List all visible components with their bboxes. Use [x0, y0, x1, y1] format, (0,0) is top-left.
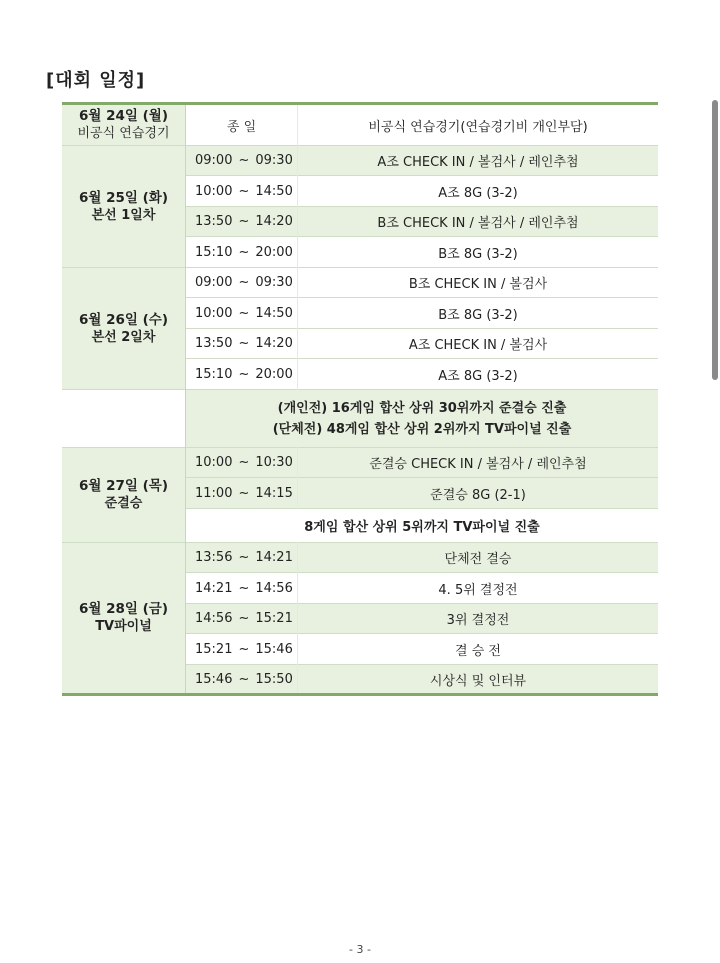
event-cell: 4. 5위 결정전: [298, 573, 659, 604]
date-label: 6월 26일 (수): [78, 311, 169, 328]
event-cell: 준결승 CHECK IN / 볼검사 / 레인추첨: [298, 448, 659, 478]
table-row: [62, 543, 658, 573]
date-cell: [62, 543, 186, 695]
time-cell: 13:56 ~ 14:21: [186, 543, 298, 573]
time-cell: 10:00 ~ 10:30: [186, 448, 298, 478]
date-cell: [62, 146, 186, 268]
time-cell: 10:00 ~ 14:50: [186, 176, 298, 207]
time-cell: 15:21 ~ 15:46: [186, 634, 298, 665]
qualification-note: [186, 390, 659, 448]
day-label: 비공식 연습경기: [77, 126, 170, 141]
section-heading: [대회 일정]: [46, 70, 146, 91]
event-cell: 3위 결정전: [298, 604, 659, 634]
date-cell: [62, 268, 186, 390]
page-number: - 3 -: [349, 943, 371, 956]
time-cell: 13:50 ~ 14:20: [186, 329, 298, 359]
day-label: 본선 1일차: [91, 207, 156, 223]
day-label: 본선 2일차: [91, 329, 156, 345]
time-cell: 10:00 ~ 14:50: [186, 298, 298, 329]
event-cell: B조 CHECK IN / 볼검사: [298, 268, 659, 298]
time-cell: 15:10 ~ 20:00: [186, 359, 298, 390]
scrollbar-thumb[interactable]: [712, 100, 718, 380]
time-cell: 13:50 ~ 14:20: [186, 207, 298, 237]
event-cell: A조 CHECK IN / 볼검사 / 레인추첨: [298, 146, 659, 176]
table-row: [62, 146, 658, 176]
table-row: [62, 104, 658, 146]
scrollbar[interactable]: [710, 0, 720, 963]
event-cell: 결 승 전: [298, 634, 659, 665]
date-label: 6월 28일 (금): [78, 601, 169, 617]
event-cell: 비공식 연습경기(연습경기비 개인부담): [368, 119, 588, 135]
date-label: 6월 24일 (월): [78, 108, 169, 124]
day-label: 준결승: [104, 496, 143, 511]
note-line: 8게임 합산 상위 5위까지 TV파이널 진출: [304, 520, 540, 535]
table-row: [62, 448, 658, 478]
time-cell: 15:46 ~ 15:50: [186, 665, 298, 695]
time-cell: 15:10 ~ 20:00: [186, 237, 298, 268]
event-cell: B조 8G (3-2): [298, 298, 659, 329]
event-cell: B조 8G (3-2): [298, 237, 659, 268]
date-cell: [62, 104, 186, 146]
event-cell: 준결승 8G (2-1): [298, 478, 659, 509]
date-label: 6월 27일 (목): [78, 478, 169, 494]
table-row: [62, 390, 658, 448]
event-cell: A조 8G (3-2): [298, 359, 659, 390]
schedule-table: [62, 102, 658, 696]
day-label: TV파이널: [95, 619, 152, 634]
event-cell: 단체전 결승: [298, 543, 659, 573]
event-cell: B조 CHECK IN / 볼검사 / 레인추첨: [298, 207, 659, 237]
event-cell: A조 CHECK IN / 볼검사: [298, 329, 659, 359]
date-label: 6월 25일 (화): [78, 189, 169, 206]
time-cell: 11:00 ~ 14:15: [186, 478, 298, 509]
event-cell: A조 8G (3-2): [298, 176, 659, 207]
note-line: (개인전) 16게임 합산 상위 30위까지 준결승 진출: [277, 400, 567, 416]
time-cell: 09:00 ~ 09:30: [186, 268, 298, 298]
time-cell: 09:00 ~ 09:30: [186, 146, 298, 176]
time-cell: 14:56 ~ 15:21: [186, 604, 298, 634]
event-cell: 시상식 및 인터뷰: [298, 665, 659, 695]
time-cell: 14:21 ~ 14:56: [186, 573, 298, 604]
time-cell: 종 일: [186, 104, 298, 146]
date-cell: [62, 448, 186, 543]
empty-date-cell: [62, 390, 186, 448]
note-line: (단체전) 48게임 합산 상위 2위까지 TV파이널 진출: [272, 421, 572, 437]
qualification-note: [186, 509, 659, 543]
table-row: [62, 268, 658, 298]
